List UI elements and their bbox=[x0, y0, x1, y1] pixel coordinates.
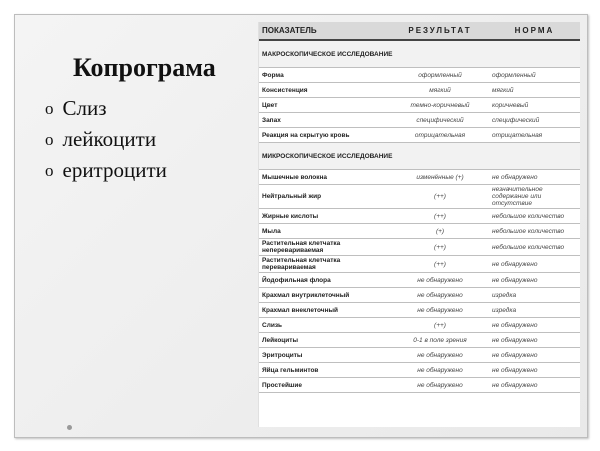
result-cell: отрицательная bbox=[391, 128, 489, 143]
table-row bbox=[259, 348, 580, 363]
result-cell: не обнаружено bbox=[391, 288, 489, 303]
norm-cell: небольшое количество bbox=[489, 209, 580, 224]
param-cell: Мышечные волокна bbox=[259, 170, 391, 185]
norm-cell: небольшое количество bbox=[489, 239, 580, 256]
param-cell: Жирные кислоты bbox=[259, 209, 391, 224]
norm-cell: не обнаружено bbox=[489, 333, 580, 348]
table-row bbox=[259, 209, 580, 224]
result-cell: темно-коричневый bbox=[391, 98, 489, 113]
table-row bbox=[259, 378, 580, 393]
table-row bbox=[259, 128, 580, 143]
table-row bbox=[259, 68, 580, 83]
header-norm: НОРМА bbox=[489, 22, 580, 40]
section-row bbox=[259, 143, 580, 170]
norm-cell: не обнаружено bbox=[489, 273, 580, 288]
result-cell: (++) bbox=[391, 209, 489, 224]
table-row bbox=[259, 98, 580, 113]
result-cell: не обнаружено bbox=[391, 303, 489, 318]
result-cell: (++) bbox=[391, 185, 489, 209]
norm-cell: коричневый bbox=[489, 98, 580, 113]
param-cell: Мыла bbox=[259, 224, 391, 239]
result-cell: (++) bbox=[391, 256, 489, 273]
table-row bbox=[259, 273, 580, 288]
norm-cell: не обнаружено bbox=[489, 256, 580, 273]
bullet-text: лейкоцити bbox=[62, 127, 157, 151]
section-title: МИКРОСКОПИЧЕСКОЕ ИССЛЕДОВАНИЕ bbox=[259, 143, 580, 170]
param-cell: Эритроциты bbox=[259, 348, 391, 363]
norm-cell: изредка bbox=[489, 288, 580, 303]
table-row bbox=[259, 113, 580, 128]
param-cell: Йодофильная флора bbox=[259, 273, 391, 288]
table-body bbox=[259, 40, 580, 393]
table-row bbox=[259, 170, 580, 185]
norm-cell: незначительное содержание или отсутствие bbox=[489, 185, 580, 209]
norm-cell: отрицательная bbox=[489, 128, 580, 143]
table-row bbox=[259, 333, 580, 348]
param-cell: Запах bbox=[259, 113, 391, 128]
norm-cell: небольшое количество bbox=[489, 224, 580, 239]
table-row bbox=[259, 256, 580, 273]
norm-cell: не обнаружено bbox=[489, 318, 580, 333]
header-result: РЕЗУЛЬТАТ bbox=[391, 22, 489, 40]
bullet-list bbox=[45, 93, 167, 186]
param-cell: Лейкоциты bbox=[259, 333, 391, 348]
norm-cell: мягкий bbox=[489, 83, 580, 98]
bullet-text: еритроцити bbox=[62, 158, 167, 182]
table-header-row bbox=[259, 22, 580, 40]
param-cell: Растительная клетчатка неперевариваемая bbox=[259, 239, 391, 256]
result-cell: изменённые (+) bbox=[391, 170, 489, 185]
result-cell: не обнаружено bbox=[391, 273, 489, 288]
bullet-marker-icon: o bbox=[45, 129, 54, 149]
table-row bbox=[259, 303, 580, 318]
bullet-item bbox=[45, 155, 167, 186]
result-cell: не обнаружено bbox=[391, 378, 489, 393]
result-cell: оформленный bbox=[391, 68, 489, 83]
norm-cell: специфический bbox=[489, 113, 580, 128]
table-row bbox=[259, 363, 580, 378]
bullet-item bbox=[45, 124, 167, 155]
param-cell: Слизь bbox=[259, 318, 391, 333]
table-row bbox=[259, 185, 580, 209]
result-cell: мягкий bbox=[391, 83, 489, 98]
result-cell: 0-1 в поле зрения bbox=[391, 333, 489, 348]
param-cell: Нейтральный жир bbox=[259, 185, 391, 209]
norm-cell: изредка bbox=[489, 303, 580, 318]
param-cell: Простейшие bbox=[259, 378, 391, 393]
result-cell: (++) bbox=[391, 239, 489, 256]
param-cell: Консистенция bbox=[259, 83, 391, 98]
slide-dot-icon bbox=[67, 425, 72, 430]
result-cell: (+) bbox=[391, 224, 489, 239]
norm-cell: не обнаружено bbox=[489, 378, 580, 393]
table-row bbox=[259, 318, 580, 333]
norm-cell: не обнаружено bbox=[489, 348, 580, 363]
norm-cell: не обнаружено bbox=[489, 170, 580, 185]
table-row bbox=[259, 239, 580, 256]
table-row bbox=[259, 83, 580, 98]
section-title: МАКРОСКОПИЧЕСКОЕ ИССЛЕДОВАНИЕ bbox=[259, 40, 580, 68]
param-cell: Крахмал внутриклеточный bbox=[259, 288, 391, 303]
table-row bbox=[259, 288, 580, 303]
bullet-marker-icon: o bbox=[45, 98, 54, 118]
coprogram-table-image bbox=[258, 22, 580, 427]
slide-title: Копрограма bbox=[73, 53, 216, 82]
param-cell: Форма bbox=[259, 68, 391, 83]
bullet-item bbox=[45, 93, 167, 124]
result-cell: специфический bbox=[391, 113, 489, 128]
param-cell: Реакция на скрытую кровь bbox=[259, 128, 391, 143]
param-cell: Цвет bbox=[259, 98, 391, 113]
result-cell: не обнаружено bbox=[391, 363, 489, 378]
table-row bbox=[259, 224, 580, 239]
norm-cell: оформленный bbox=[489, 68, 580, 83]
result-cell: не обнаружено bbox=[391, 348, 489, 363]
norm-cell: не обнаружено bbox=[489, 363, 580, 378]
header-param: ПОКАЗАТЕЛЬ bbox=[259, 22, 391, 40]
coprogram-table bbox=[259, 22, 580, 393]
bullet-text: Слиз bbox=[62, 96, 107, 120]
param-cell: Яйца гельминтов bbox=[259, 363, 391, 378]
section-row bbox=[259, 40, 580, 68]
result-cell: (++) bbox=[391, 318, 489, 333]
param-cell: Крахмал внеклеточный bbox=[259, 303, 391, 318]
param-cell: Растительная клетчатка перевариваемая bbox=[259, 256, 391, 273]
bullet-marker-icon: o bbox=[45, 160, 54, 180]
